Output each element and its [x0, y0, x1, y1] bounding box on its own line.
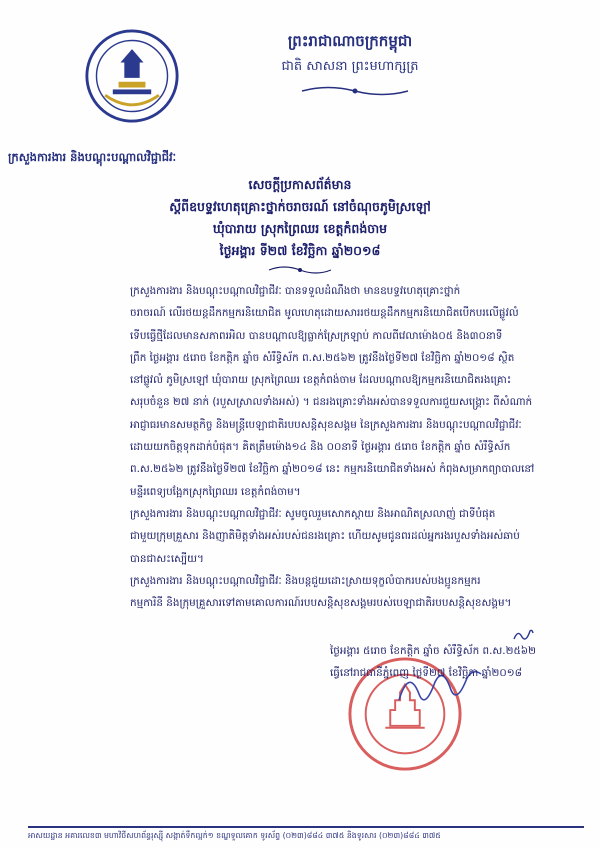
ornament-divider-title — [267, 264, 333, 276]
place-and-date: ធ្វើនៅរាជធានីភ្នំពេញ ថ្ងៃទី២៧ ខែវិច្ឆិកា ឆ្នាំ២០១៨ — [330, 667, 522, 679]
national-motto: ជាតិ សាសនា ព្រះមហាក្សត្រ — [281, 59, 419, 74]
body-line: ចរាចរណ៍ លើរថយន្តដឹកកម្មករនិយោជិត មូលហេតុដោយសាររថយន្តដឹកកម្មករនិយោជិតបើកបរលើផ្លូវលំ — [130, 307, 519, 320]
ministry-logo — [84, 28, 180, 124]
lunar-date: ថ្ងៃអង្គារ ៥រោច ខែកត្តិក ឆ្នាំច សំរឹទ្ធិស័ក ព.ស.២៥៦២ — [330, 645, 537, 657]
paragraph-2 — [130, 503, 570, 570]
body-line: ក្រសួងការងារ និងបណ្តុះបណ្តាលវិជ្ជាជីវៈ និងបន្តជួយដោះស្រាយទុក្ខលំបាករបស់បងប្អូនកម្មករ — [130, 574, 481, 587]
kingdom-heading: ព្រះរាជាណាចក្រកម្ពុជា — [287, 32, 413, 50]
footer-address: អាសយដ្ឋាន អគារលេខ៣ មហាវិថីសហព័ន្ធរុស្ស៊ី សង្កាត់ទឹកល្អក់១ ខណ្ឌទួលគោក ទូរស័ព្ទ (០២៣)៨៨៤ ៣៧៥ និងទូរសារ (០២៣)៨៨៤ ៣៧៥ — [28, 831, 441, 840]
body-line: ដោយយកចិត្តទុកដាក់បំផុត។ គិតត្រឹមម៉ោង១៤ និង ០០នាទី ថ្ងៃអង្គារ ៥រោច ខែកត្តិក ឆ្នាំច សំរឹទ្ធិស័ក — [130, 441, 511, 454]
body-line: កម្មការិនី និងក្រុមគ្រួសារទៅតាមគោលការណ៍របបសន្តិសុខសង្គមរបស់បេឡាជាតិរបបសន្តិសុខសង្គម។ — [130, 597, 512, 610]
title-line-3: ឃុំបារាយ ស្រុកព្រៃឈរ ខេត្តកំពង់ចាម — [212, 221, 388, 236]
footer-divider — [28, 826, 584, 828]
body-line: សរុបចំនួន ២៧ នាក់ (របួសស្រាលទាំងអស់) ។ ជនរងគ្រោះទាំងអស់បានទទួលការជួយសង្គ្រោះ ពីសំណាក់ — [130, 396, 533, 409]
title-line-1: សេចក្តីប្រកាសព័ត៌មាន — [248, 177, 352, 192]
body-line: ព្រឹក ថ្ងៃអង្គារ ៥រោច ខែកត្តិក ឆ្នាំច សំរឹទ្ធិស័ក ព.ស.២៥៦២ ត្រូវនឹងថ្ងៃទី២៧ ខែវិច្ឆិកា ឆ្នាំ២០១៨ ស្ថិត — [130, 351, 515, 364]
body-line: អាជ្ញាធរមានសមត្ថកិច្ច និងមន្ត្រីបេឡាជាតិរបបសន្តិសុខសង្គម នៃក្រសួងការងារ និងបណ្តុះបណ្តាលវិជ្ជាជីវៈ — [130, 418, 522, 431]
title-line-2: ស្តីពីឧបទ្ទវហេតុគ្រោះថ្នាក់ចរាចរណ៍ នៅចំណុចភូមិស្រឡៅ — [169, 199, 431, 214]
body-line: មន្ទីរពេទ្យបង្អែកស្រុកព្រៃឈរ ខេត្តកំពង់ចាម។ — [130, 485, 301, 498]
title-line-4: ថ្ងៃអង្គារ ទី២៧ ខែវិច្ឆិកា ឆ្នាំ២០១៨ — [219, 243, 381, 258]
announcement-body — [130, 280, 570, 614]
ministry-name: ក្រសួងការងារ និងបណ្តុះបណ្តាលវិជ្ជាជីវៈ — [8, 150, 177, 164]
paragraph-3 — [130, 570, 570, 615]
body-line: ទើបធ្វើថ្មីដែលមានសភាពរអិល បានបណ្តាលឱ្យធ្លាក់ស្រែក្រឡាប់ កាលពីវេលាម៉ោង០៥ និង៣០នាទី — [130, 329, 503, 342]
body-line: ក្រសួងការងារ និងបណ្តុះបណ្តាលវិជ្ជាជីវៈ សូមចូលរួមសោកស្តាយ និងអាណិតស្រលាញ់ ជាទីបំផុត — [130, 507, 496, 520]
initial-signature — [512, 627, 534, 643]
body-line: នៅផ្លូវលំ ភូមិស្រឡៅ ឃុំបារាយ ស្រុកព្រៃឈរ ខេត្តកំពង់ចាម ដែលបណ្តាលឱ្យកម្មករនិយោជិតរងគ្រោះ — [130, 374, 512, 387]
announcement-title — [100, 174, 500, 262]
body-line: បានជាសះស្បើយ។ — [130, 552, 204, 565]
ornament-divider-top — [300, 84, 410, 98]
body-line: ព.ស.២៥៦២ ត្រូវនឹងថ្ងៃទី២៧ ខែវិច្ឆិកា ឆ្នាំ២០១៨ នេះ កម្មករនិយោជិតទាំងអស់ កំពុងសម្រាកព្យាបាលនៅ — [130, 463, 535, 476]
body-line: ក្រសួងការងារ និងបណ្តុះបណ្តាលវិជ្ជាជីវៈ បានទទួលដំណឹងថា មានឧបទ្ទវហេតុគ្រោះថ្នាក់ — [130, 285, 461, 297]
paragraph-1 — [130, 280, 570, 503]
body-line: ជាមួយក្រុមគ្រួសារ និងញាតិមិត្តទាំងអស់របស់ជនរងគ្រោះ ហើយសូមជូនពរដល់អ្នករងរបួសទាំងអស់ឆាប់ — [130, 530, 520, 543]
